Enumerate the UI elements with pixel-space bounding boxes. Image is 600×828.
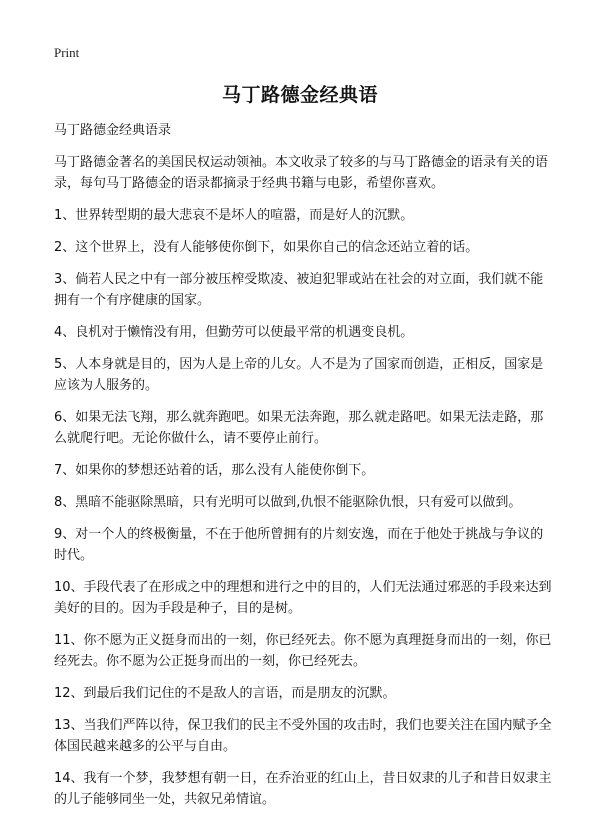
quote-item: 4、良机对于懒惰没有用，但勤劳可以使最平常的机遇变良机。 (54, 325, 414, 340)
quote-item: 6、如果无法飞翔，那么就奔跑吧。如果无法奔跑，那么就走路吧。如果无法走路，那么就爬行吧。无论你做什么，请不要停止前行。 (54, 410, 544, 446)
quote-item: 8、黑暗不能驱除黑暗，只有光明可以做到,仇恨不能驱除仇恨，只有爱可以做到。 (54, 495, 522, 510)
quote-item: 1、世界转型期的最大悲哀不是坏人的喧嚣，而是好人的沉默。 (54, 208, 414, 223)
quote-item: 12、到最后我们记住的不是敌人的言语，而是朋友的沉默。 (54, 686, 396, 701)
quote-item: 5、人本身就是目的，因为人是上帝的儿女。人不是为了国家而创造，正相反，国家是应该为人服务的。 (54, 357, 544, 393)
quote-item: 7、如果你的梦想还站着的话，那么没有人能使你倒下。 (54, 463, 375, 478)
page-title: 马丁路德金经典语 (221, 84, 378, 106)
quote-item: 2、这个世界上，没有人能够使你倒下，如果你自己的信念还站立着的话。 (54, 240, 479, 255)
quote-item: 14、我有一个梦，我梦想有朝一日，在乔治亚的红山上，昔日奴隶的儿子和昔日奴隶主的儿子能够同坐一处，共叙兄弟情谊。 (54, 771, 552, 807)
article-body (54, 120, 554, 821)
print-link[interactable]: Print (54, 45, 80, 60)
quote-item: 13、当我们严阵以待，保卫我们的民主不受外国的攻击时，我们也要关注在国内赋予全体国民越来越多的公平与自由。 (54, 718, 552, 754)
quote-item: 11、你不愿为正义挺身而出的一刻，你已经死去。你不愿为真理挺身而出的一刻，你已经死去。你不愿为公正挺身而出的一刻，你已经死去。 (54, 633, 552, 669)
quote-item: 9、对一个人的终极衡量，不在于他所曾拥有的片刻安逸，而在于他处于挑战与争议的时代。 (54, 527, 544, 563)
article-intro: 马丁路德金著名的美国民权运动领袖。本文收录了较多的与马丁路德金的语录有关的语录，每句马丁路德金的语录都摘录于经典书籍与电影，希望你喜欢。 (54, 155, 549, 191)
quote-item: 10、手段代表了在形成之中的理想和进行之中的目的，人们无法通过邪恶的手段来达到美好的目的。因为手段是种子，目的是树。 (54, 580, 552, 616)
article-subtitle: 马丁路德金经典语录 (54, 123, 172, 138)
quote-list (54, 205, 554, 810)
quote-item: 3、倘若人民之中有一部分被压榨受欺凌、被迫犯罪或站在社会的对立面，我们就不能拥有一个有序健康的国家。 (54, 272, 544, 308)
